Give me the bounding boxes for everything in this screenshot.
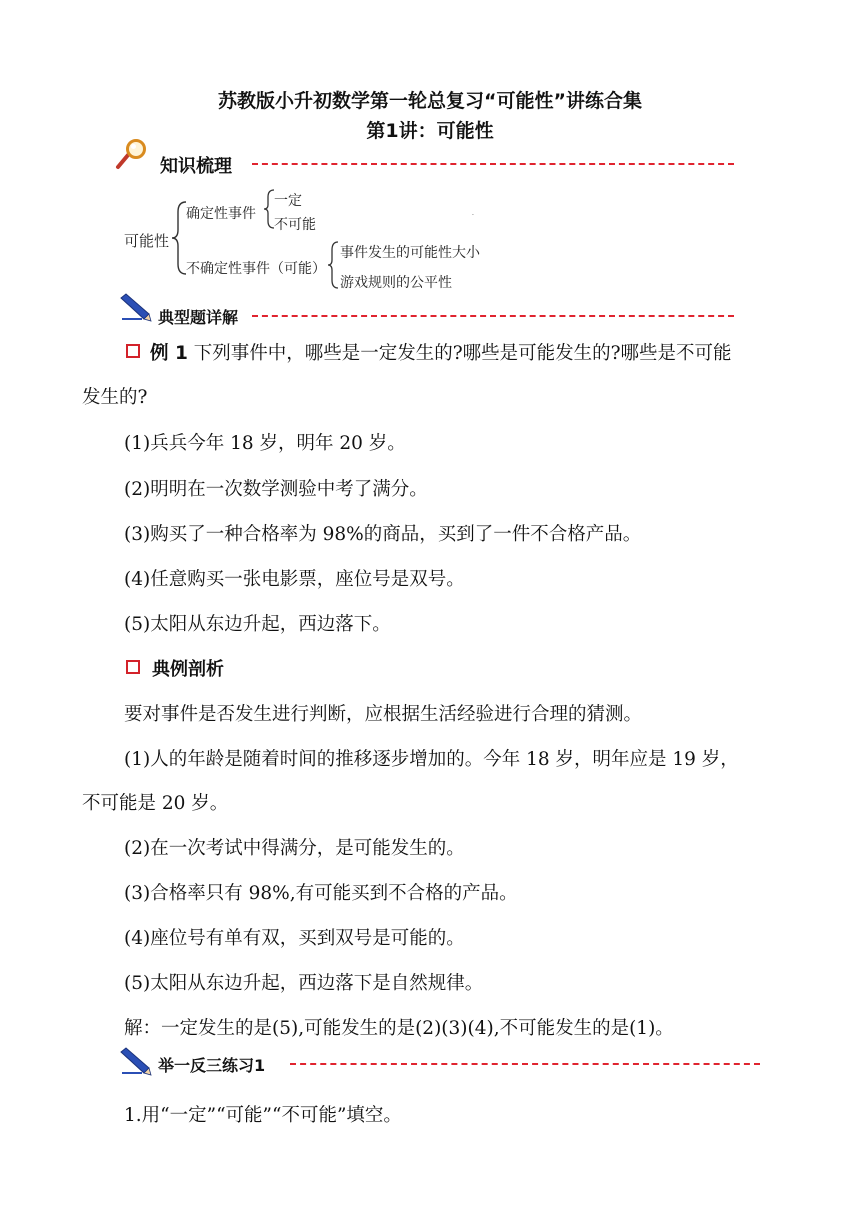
analysis-item-5: (5)太阳从东边升起，西边落下是自然规律。 [124,973,484,994]
typical-heading: 典型题详解 [158,308,239,327]
tree-dot: . [472,210,474,217]
example-question-line1: 下列事件中，哪些是一定发生的?哪些是可能发生的?哪些是不可能 [193,343,732,364]
tree-certain: 确定性事件 [186,206,256,222]
tree-uncertain-child-1: 事件发生的可能性大小 [340,245,480,261]
example-item-5: (5)太阳从东边升起，西边落下。 [124,614,391,635]
practice-question-1: 1.用“一定”“可能”“不可能”填空。 [124,1105,402,1126]
tree-brace-uncertain [326,240,340,290]
tree-uncertain: 不确定性事件（可能） [186,261,326,277]
tree-certain-child-1: 一定 [274,193,302,209]
example-label: 例 1 [150,343,188,364]
example-item-1: (1)兵兵今年 18 岁，明年 20 岁。 [124,433,406,454]
analysis-intro: 要对事件是否发生进行判断，应根据生活经验进行合理的猜测。 [124,704,643,725]
section-divider [252,315,734,317]
pencil-icon [118,1046,152,1076]
section-divider [290,1063,760,1065]
section-divider [252,163,734,165]
tree-uncertain-child-2: 游戏规则的公平性 [340,275,452,291]
analysis-heading: 典例剖析 [152,659,224,680]
tree-certain-child-2: 不可能 [274,217,316,233]
pencil-icon [118,292,152,322]
analysis-item-2: (2)在一次考试中得满分，是可能发生的。 [124,838,465,859]
analysis-item-3: (3)合格率只有 98%,有可能买到不合格的产品。 [124,883,518,904]
example-item-4: (4)任意购买一张电影票，座位号是双号。 [124,569,465,590]
example-item-2: (2)明明在一次数学测验中考了满分。 [124,479,428,500]
analysis-item-1-line1: (1)人的年龄是随着时间的推移逐步增加的。今年 18 岁，明年应是 19 岁， [124,749,739,770]
analysis-item-1-line2: 不可能是 20 岁。 [82,793,229,814]
knowledge-heading: 知识梳理 [160,156,232,177]
analysis-answer: 解：一定发生的是(5),可能发生的是(2)(3)(4),不可能发生的是(1)。 [124,1018,674,1039]
magnifier-icon [114,138,150,172]
analysis-item-4: (4)座位号有单有双，买到双号是可能的。 [124,928,465,949]
square-bullet-icon [126,344,140,358]
example-item-3: (3)购买了一种合格率为 98%的商品，买到了一件不合格产品。 [124,524,642,545]
tree-root: 可能性 [124,232,170,250]
square-bullet-icon [126,660,140,674]
lesson-subtitle: 第1讲：可能性 [366,120,494,142]
practice-heading: 举一反三练习1 [158,1056,266,1075]
example-question-line2: 发生的? [82,387,148,408]
page-title: 苏教版小升初数学第一轮总复习“可能性”讲练合集 [218,90,642,112]
